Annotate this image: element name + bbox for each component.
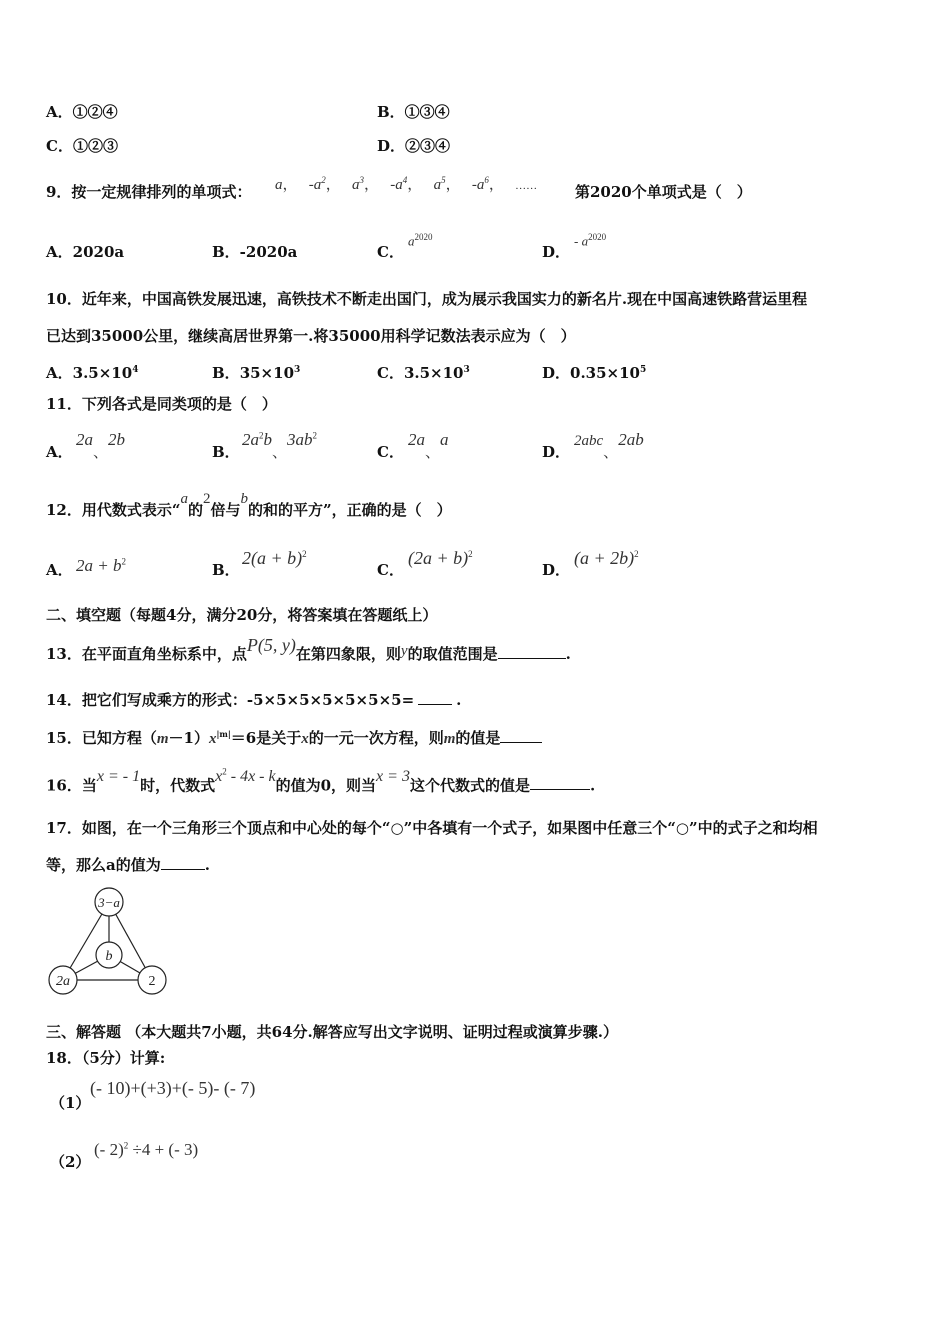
q18-part2-expr: (- 2)$^2$ ÷4 + (- 3) <box>94 1140 199 1159</box>
q11-option-a-label: A． <box>46 443 73 461</box>
q9-option-b: B．-2020a <box>212 243 298 261</box>
q11-option-d-label: D． <box>542 443 571 461</box>
circle-left-label: 2a <box>56 974 70 989</box>
q12-option-d-expr: $(a + 2b)^2$ <box>574 548 639 568</box>
q18-part1-expr: (- 10)+(+3)+(- 5)- (- 7) <box>90 1078 256 1098</box>
circle-top-label: 3−a <box>98 895 120 910</box>
q18-part1-label: （1） <box>50 1094 91 1112</box>
q9-stem <box>46 182 251 202</box>
q10-option-a: A．$3.5\times 10^4$ <box>46 364 139 382</box>
q12-option-c-label: C． <box>377 561 404 579</box>
q11-option-b-label: B． <box>212 443 240 461</box>
q13-answer-blank[interactable] <box>498 658 566 659</box>
q11-option-d-expr: 2abc、2ab <box>574 430 644 461</box>
q10-option-c: C．$3.5\times 10^3$ <box>377 364 470 382</box>
q18-stem: 18．（5分）计算: <box>46 1049 166 1067</box>
q9-option-d-expr: - $a^{2020}$ <box>574 232 607 249</box>
q17-stem-line2: 等，那么a的值为 . <box>46 856 210 874</box>
q14-answer-blank[interactable] <box>418 704 452 705</box>
q14-stem: 14．把它们写成乘方的形式：-5×5×5×5×5×5×5= . <box>46 691 462 709</box>
q10-stem-line2: 已达到35000公里，继续高居世界第一.将35000用科学记数法表示应为（ ） <box>46 327 576 345</box>
q8-option-a: A．①②④ <box>46 103 118 121</box>
q12-option-c-expr: $(2a + b)^2$ <box>408 548 473 568</box>
q12-option-d-label: D． <box>542 561 571 579</box>
q11-option-b-expr: $2a^2b$、$3ab^2$ <box>242 430 318 461</box>
q9-option-c: C． <box>377 243 404 261</box>
q12-option-a-expr: $2a + b^2$ <box>76 556 126 575</box>
q9-prefix: 9．按一定规律排列的单项式： <box>46 183 252 201</box>
q12-stem: 12．用代数式表示“a的2倍与b的和的平方”，正确的是（ ） <box>46 491 452 519</box>
q11-option-c-expr: 2a、a <box>408 430 449 461</box>
q18-part2-label: （2） <box>50 1153 91 1171</box>
q11-option-a-expr: 2a、2b <box>76 430 126 461</box>
q8-option-b: B．①③④ <box>377 103 450 121</box>
q13-stem: 13．在平面直角坐标系中，点P(5, y)在第四象限，则y的取值范围是 . <box>46 635 571 663</box>
q10-option-b: B．$35\times 10^3$ <box>212 364 301 382</box>
section-3-heading: 三、解答题 （本大题共7小题，共64分.解答应写出文字说明、证明过程或演算步骤.） <box>46 1023 618 1041</box>
q17-answer-blank[interactable] <box>161 869 205 870</box>
circle-center-label: b <box>105 949 113 964</box>
q15-answer-blank[interactable] <box>500 742 542 743</box>
q12-option-a-label: A． <box>46 561 73 579</box>
q9-option-a: A．2020a <box>46 243 125 261</box>
q12-option-b-label: B． <box>212 561 240 579</box>
q16-stem: 16．当x = - 1时，代数式$x^2 - 4x$ - k的值为0，则当x = 3这个代数式的值是 . <box>46 767 596 795</box>
section-2-heading: 二、填空题（每题4分，满分20分，将答案填在答题纸上） <box>46 606 438 624</box>
q16-answer-blank[interactable] <box>530 789 590 790</box>
q11-option-c-label: C． <box>377 443 404 461</box>
circle-right-label: 2 <box>148 974 156 989</box>
q10-option-d: D．$0.35\times 10^5$ <box>542 364 647 382</box>
q9-suffix: 第2020个单项式是（ ） <box>575 183 752 201</box>
q12-option-b-expr: $2(a + b)^2$ <box>242 548 307 568</box>
q11-stem: 11．下列各式是同类项的是（ ） <box>46 395 277 413</box>
q8-option-c: C．①②③ <box>46 137 118 155</box>
q9-option-d: D． <box>542 243 571 261</box>
q10-stem-line1: 10．近年来，中国高铁发展迅速，高铁技术不断走出国门，成为展示我国实力的新名片.现在中国高速铁路营运里程 <box>46 290 808 308</box>
q15-stem: 15．已知方程$(m-1)x^{|m|}=6$是关于x的一元一次方程，则m的值是 <box>46 724 542 749</box>
q17-triangle-figure <box>44 885 174 1000</box>
q9-terms: a， $-a^2$， $a^3$， $-a^4$， $a^5$， $-a^6$， …… <box>275 175 538 193</box>
q8-option-d: D．②③④ <box>377 137 451 155</box>
q9-option-c-expr: $a^{2020}$ <box>408 232 433 249</box>
q17-stem-line1: 17．如图，在一个三角形三个顶点和中心处的每个“○”中各填有一个式子，如果图中任意三个“○”中的式子之和均相 <box>46 819 818 837</box>
